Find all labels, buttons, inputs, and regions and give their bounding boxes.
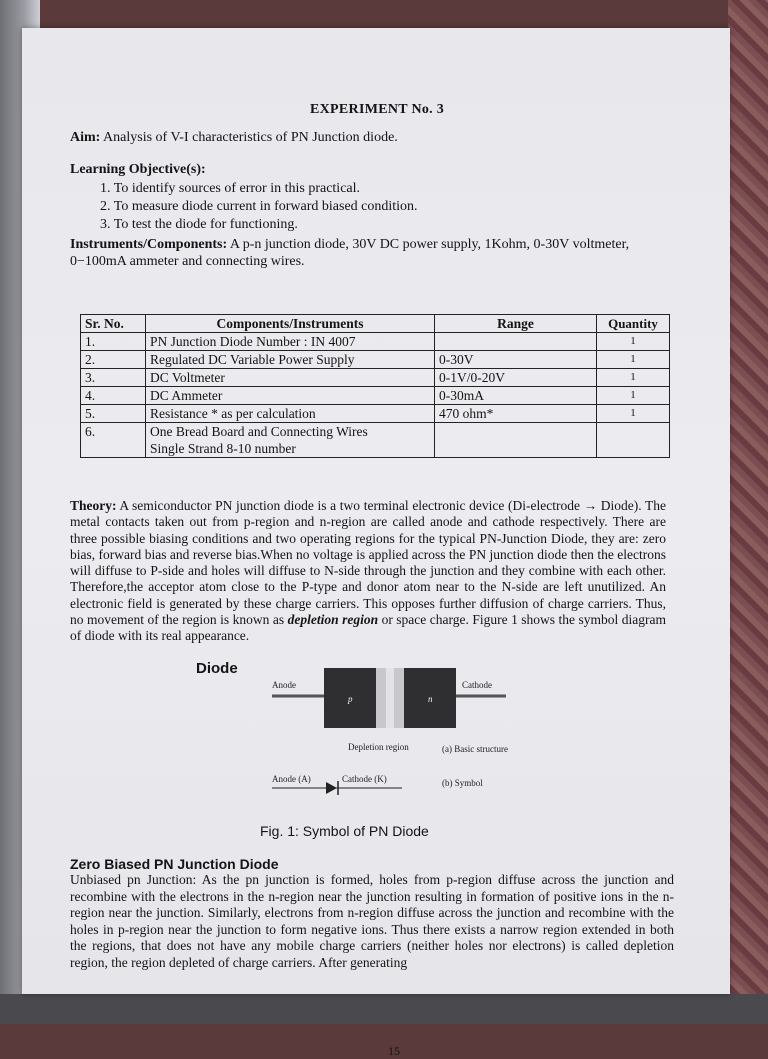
zero-bias-heading: Zero Biased PN Junction Diode: [70, 856, 279, 872]
instruments-text: A p-n junction diode, 30V DC power supply, 1Kohm, 0-30V voltmeter, 0−100mA ammeter and connecting wires.: [70, 237, 630, 269]
table-row: [81, 405, 670, 423]
table-row: [81, 333, 670, 351]
cell-quantity: 1: [597, 387, 670, 405]
cathode-label: Cathode: [462, 680, 492, 690]
cell-component: PN Junction Diode Number : IN 4007: [146, 333, 435, 351]
cell-sr: 2.: [81, 351, 146, 369]
diode-heading: Diode: [196, 660, 238, 677]
document-page: [22, 28, 730, 1058]
cell-component: DC Voltmeter: [146, 369, 435, 387]
cell-range: 0-30mA: [435, 387, 597, 405]
cell-quantity: 1: [597, 369, 670, 387]
cell-sr: 4.: [81, 387, 146, 405]
theory-text-1: A semiconductor PN junction diode is a two terminal electronic device (Di-electrode → Diode). The metal contacts taken out from p-region and n-region are called anode and cathode respectively. There are three possible biasing conditions and two operating regions for the typical PN-Junction Diode, they are: zero bias, forward bias and reverse bias.When no voltage is applied across the PN junction diode then the electrons will diffuse to P-side and holes will diffuse to N-side through the junction and they combine with each other. Therefore,the acceptor atom close to the P-type and donor atom near to the N-side are left unutilized. An electronic field is generated by these charge carriers. This opposes further diffusion of charge carriers. Thus, no movement of the region is known as: [70, 498, 666, 628]
junction-line: [386, 668, 394, 728]
aim-line: [70, 130, 670, 146]
figure-caption: Fig. 1: Symbol of PN Diode: [260, 823, 429, 839]
cell-range: [435, 423, 597, 458]
cell-component: DC Ammeter: [146, 387, 435, 405]
anode-label: Anode: [272, 680, 296, 690]
objective-item: 2. To measure diode current in forward biased condition.: [100, 199, 418, 214]
depletion-label: Depletion region: [348, 742, 409, 752]
cell-sr: 1.: [81, 333, 146, 351]
cell-range: 470 ohm*: [435, 405, 597, 423]
instruments-label: Instruments/Components:: [70, 237, 228, 252]
diode-symbol-icon: [326, 782, 337, 794]
objectives-heading: Learning Objective(s):: [70, 162, 206, 177]
instruments-paragraph: [70, 236, 670, 270]
cell-component-line2: Single Strand 8-10 number: [150, 441, 296, 456]
table-row: [81, 387, 670, 405]
theory-emphasis: depletion region: [287, 612, 379, 628]
header-sr: Sr. No.: [81, 315, 146, 333]
cell-component: Regulated DC Variable Power Supply: [146, 351, 435, 369]
cell-range: 0-30V: [435, 351, 597, 369]
theory-paragraph: [70, 498, 666, 645]
cell-range: 0-1V/0-20V: [435, 369, 597, 387]
cell-sr: 5.: [81, 405, 146, 423]
objective-item: 1. To identify sources of error in this practical.: [100, 181, 361, 196]
cell-sr: 6.: [81, 423, 146, 458]
cell-component: Resistance * as per calculation: [146, 405, 435, 423]
cathode-k-label: Cathode (K): [342, 774, 387, 784]
components-table: [80, 314, 670, 458]
cell-sr: 3.: [81, 369, 146, 387]
cell-quantity: [597, 423, 670, 458]
basic-structure-label: (a) Basic structure: [442, 744, 508, 754]
objectives-list: [100, 180, 418, 234]
cell-range: [435, 333, 597, 351]
cell-quantity: 1: [597, 405, 670, 423]
header-quantity: Quantity: [597, 315, 670, 333]
table-row: [81, 369, 670, 387]
table-row: [81, 351, 670, 369]
page-number: 15: [388, 1044, 400, 1058]
theory-text-2: or space charge. Figure 1 shows the symbol diagram of diode with its real appearance.: [70, 612, 666, 644]
cell-component: [146, 423, 435, 458]
p-label: p: [348, 694, 353, 704]
cell-quantity: 1: [597, 351, 670, 369]
anode-a-label: Anode (A): [272, 774, 311, 784]
diode-figure: [244, 668, 544, 818]
experiment-title: EXPERIMENT No. 3: [310, 102, 445, 117]
aim-label: Aim:: [70, 130, 101, 145]
n-label: n: [428, 694, 433, 704]
table-row: [81, 423, 670, 458]
cell-quantity: 1: [597, 333, 670, 351]
theory-label: Theory:: [70, 498, 117, 513]
background-bottom: [0, 994, 768, 1024]
objective-item: 3. To test the diode for functioning.: [100, 217, 298, 232]
zero-bias-paragraph: Unbiased pn Junction: As the pn junction is formed, holes from p-region diffuse across the junction and recombine with the electrons in the n-region near the junction resulting in formation of positive ions in the n-region near the junction. Similarly, electrons from n-region diffuse across the junction and recombine with the holes in p-region near the junction to form negative ions. Thus there exists a narrow region extended in both the regions, that does not have any mobile charge carriers (neither holes nor electrons) is called depletion region, the region depleted of charge carriers. After generating: [70, 872, 674, 970]
background-right: [728, 0, 768, 1024]
aim-text: Analysis of V-I characteristics of PN Junction diode.: [100, 130, 398, 145]
cell-component-line1: One Bread Board and Connecting Wires: [150, 424, 368, 439]
header-components: Components/Instruments: [146, 315, 435, 333]
header-range: Range: [435, 315, 597, 333]
table-header-row: [81, 315, 670, 333]
symbol-label: (b) Symbol: [442, 778, 483, 788]
